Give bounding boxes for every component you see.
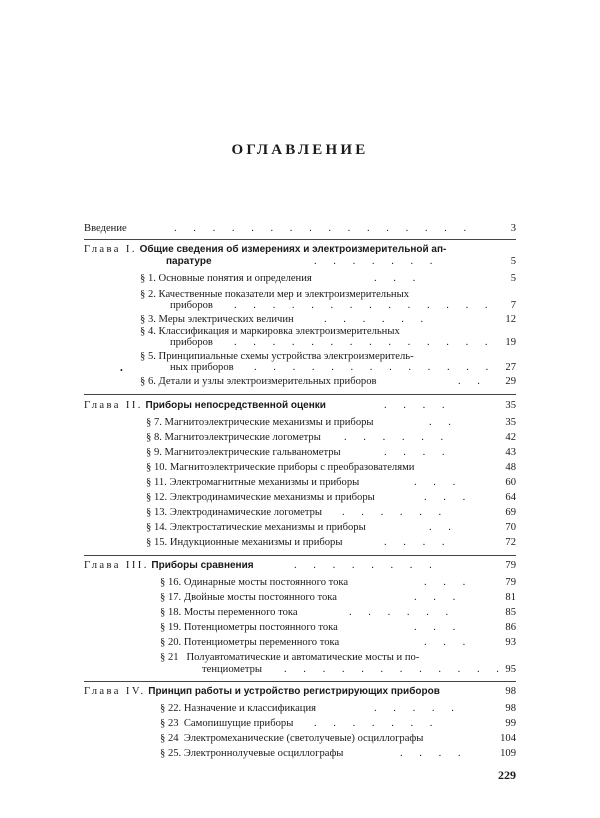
toc-page-number: 12 <box>505 314 516 325</box>
leader-dots: . . . <box>424 492 466 503</box>
chapter-label: Глава IV. <box>84 686 146 697</box>
section-title: Магнитоэлектрические логометры <box>164 432 321 443</box>
section-number: § 19. <box>160 622 182 633</box>
toc-page-number: 86 <box>505 622 516 633</box>
leader-dots: . . <box>429 522 451 533</box>
section-title: Электромагнитные механизмы и приборы <box>169 477 360 488</box>
toc-page-number: 27 <box>505 362 516 373</box>
toc-page-number: 104 <box>500 733 516 744</box>
toc-page-number: 64 <box>505 492 516 503</box>
toc-page-number: 98 <box>505 686 516 697</box>
section-title-cont: приборов <box>170 337 213 348</box>
leader-dots: . . . . . . . <box>314 256 433 267</box>
toc-page-number: 42 <box>505 432 516 443</box>
section-title: Самопишущие приборы <box>183 718 294 729</box>
section-title-cont: приборов <box>170 300 213 311</box>
leader-dots: . . . <box>374 273 416 284</box>
section-number: § 21 <box>160 652 179 663</box>
leader-dots: . . . . . . . <box>314 718 433 729</box>
page-title: ОГЛАВЛЕНИЕ <box>231 142 369 158</box>
section-number: § 18. <box>160 607 182 618</box>
leader-dots: . . . <box>414 592 456 603</box>
section-title: Электроннолучевые осциллографы <box>183 748 344 759</box>
toc-page-number: 7 <box>510 300 516 311</box>
section-title: Потенциометры переменного тока <box>183 637 340 648</box>
leader-dots: . . . . . <box>374 703 454 714</box>
section-title: Потенциометры постоянного тока <box>183 622 338 633</box>
toc-page-number: 5 <box>510 273 516 284</box>
toc-page-number: 19 <box>505 337 516 348</box>
section-title: Одинарные мосты постоянного тока <box>183 577 349 588</box>
section-number: § 23 <box>160 718 179 729</box>
toc-page-number: 98 <box>505 703 516 714</box>
toc-page-number: 70 <box>505 522 516 533</box>
section-number: § 15. <box>146 537 168 548</box>
section-title-cont: ных приборов <box>170 362 234 373</box>
section-number: § 9. <box>146 447 162 458</box>
toc-page-number: 5 <box>510 256 516 267</box>
chapter-title: Приборы непосредственной оценки <box>145 400 326 411</box>
chapter-title: Принцип работы и устройство регистрирующих приборов <box>148 686 440 697</box>
leader-dots: . . . . <box>384 400 445 411</box>
section-title: Полуавтоматические и автоматические мосты и по- <box>186 652 420 663</box>
section-number: § 12. <box>146 492 168 503</box>
chapter-title-cont: паратуре <box>166 256 212 267</box>
divider <box>84 394 516 395</box>
toc-page-number: 95 <box>505 664 516 675</box>
toc-page-number: 60 <box>505 477 516 488</box>
divider <box>84 681 516 682</box>
leader-dots: . . . <box>414 622 456 633</box>
section-number: § 22. <box>160 703 182 714</box>
stray-mark: • <box>120 366 123 375</box>
toc-page-number: 79 <box>505 560 516 571</box>
chapter-title: Общие сведения об измерениях и электроизмерительной ап- <box>139 244 447 255</box>
chapter-label: Глава II. <box>84 400 143 411</box>
toc-page-number: 48 <box>505 462 516 473</box>
section-title: Двойные мосты постоянного тока <box>183 592 337 603</box>
section-number: § 11. <box>146 477 167 488</box>
section-title: Электростатические механизмы и приборы <box>169 522 366 533</box>
toc-page-number: 72 <box>505 537 516 548</box>
section-number: § 4. <box>140 326 156 337</box>
leader-dots: . . . . . . . . . . . . . <box>254 362 489 373</box>
section-number: § 10. <box>146 462 168 473</box>
section-title: Магнитоэлектрические приборы с преобразователями <box>169 462 415 473</box>
section-title: Качественные показатели мер и электроизмерительных <box>158 289 410 300</box>
leader-dots: . . . . . . <box>349 607 449 618</box>
divider <box>84 239 516 240</box>
section-number: § 20. <box>160 637 182 648</box>
toc-page-number: 79 <box>505 577 516 588</box>
leader-dots: . . . . <box>384 447 445 458</box>
toc-page-number: 43 <box>505 447 516 458</box>
section-title: Основные понятия и определения <box>158 273 312 284</box>
section-number: § 8. <box>146 432 162 443</box>
toc-page-number: 35 <box>505 400 516 411</box>
section-title: Магнитоэлектрические механизмы и приборы <box>164 417 374 428</box>
leader-dots: . . . . . . . . . . . . <box>284 664 499 675</box>
section-number: § 6. <box>140 376 156 387</box>
section-number: § 7. <box>146 417 162 428</box>
toc-page-number: 35 <box>505 417 516 428</box>
leader-dots: . . . . . . . . . . . . . . <box>234 337 488 348</box>
section-number: § 16. <box>160 577 182 588</box>
leader-dots: . . . . . . <box>344 432 444 443</box>
chapter-label: Глава I. <box>84 244 137 255</box>
leader-dots: . . . . . . . . . . . . . . . . <box>174 223 467 234</box>
toc-page-number: 93 <box>505 637 516 648</box>
section-title: Электромеханические (светолучевые) осциллографы <box>183 733 424 744</box>
toc-page-number: 99 <box>505 718 516 729</box>
leader-dots: . . . . . . . . . . . . . . <box>234 300 488 311</box>
leader-dots: . . . . . . <box>342 507 442 518</box>
toc-page-number: 29 <box>505 376 516 387</box>
section-title: Электродинамические логометры <box>169 507 323 518</box>
toc-entry-text: Введение <box>84 223 127 234</box>
section-title: Принципиальные схемы устройства электроизмеритель- <box>158 351 414 362</box>
leader-dots: . . <box>429 417 451 428</box>
section-title-cont: тенциометры <box>202 664 263 675</box>
section-number: § 2. <box>140 289 156 300</box>
divider <box>84 555 516 556</box>
section-title: Мосты переменного тока <box>183 607 298 618</box>
section-number: § 17. <box>160 592 182 603</box>
section-number: § 25. <box>160 748 182 759</box>
section-number: § 5. <box>140 351 156 362</box>
toc-page-number: 109 <box>500 748 516 759</box>
toc-page-number: 3 <box>510 223 516 234</box>
section-title: Классификация и маркировка электроизмерительных <box>158 326 400 337</box>
toc-page-number: 81 <box>505 592 516 603</box>
leader-dots: . . . . <box>400 748 461 759</box>
section-title: Электродинамические механизмы и приборы <box>169 492 375 503</box>
section-title: Детали и узлы электроизмерительных приборов <box>158 376 377 387</box>
section-title: Магнитоэлектрические гальванометры <box>164 447 341 458</box>
section-number: § 24 <box>160 733 179 744</box>
leader-dots: . . . <box>424 577 466 588</box>
section-number: § 13. <box>146 507 168 518</box>
toc-page-number: 69 <box>505 507 516 518</box>
section-title: Назначение и классификация <box>183 703 317 714</box>
section-number: § 14. <box>146 522 168 533</box>
page-number: 229 <box>498 768 516 782</box>
leader-dots: . . . <box>414 477 456 488</box>
chapter-label: Глава III. <box>84 560 149 571</box>
section-title: Индукционные механизмы и приборы <box>169 537 343 548</box>
leader-dots: . . . . . . . . <box>294 560 432 571</box>
leader-dots: . . . <box>424 637 466 648</box>
toc-page-number: 85 <box>505 607 516 618</box>
leader-dots: . . . . <box>384 537 445 548</box>
section-number: § 3. <box>140 314 156 325</box>
chapter-title: Приборы сравнения <box>151 560 254 571</box>
section-number: § 1. <box>140 273 156 284</box>
section-title: Меры электрических величин <box>158 314 294 325</box>
leader-dots: . . . . . . <box>324 314 424 325</box>
leader-dots: . . <box>458 376 480 387</box>
